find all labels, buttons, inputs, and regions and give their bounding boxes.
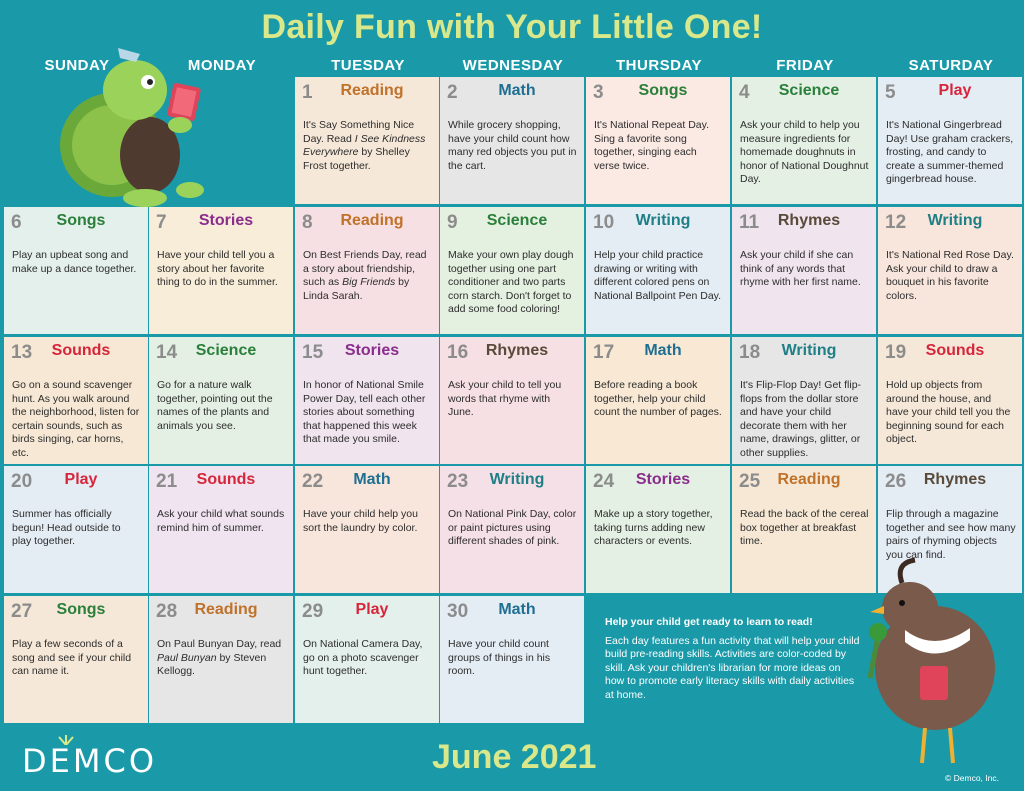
day-number: 21 [156,471,178,492]
day-number: 29 [302,601,324,622]
skill-label: Writing [635,212,691,229]
skill-label: Science [486,212,548,229]
skill-label: Sounds [925,342,985,359]
skill-label: Writing [927,212,983,229]
activity-text: Help your child practice drawing or writing with different colored pens on National Ballpoint Pen Day. [594,249,722,302]
skill-label: Reading [777,471,841,488]
day-number: 3 [593,82,604,103]
day-number: 26 [885,471,907,492]
activity-text: Have your child help you sort the laundry by color. [303,508,418,534]
activity-text: It's National Gingerbread Day! Use graham crackers, frosting, and candy to create a summer-themed gingerbread house. [886,119,1014,185]
calendar-day-22[interactable] [295,466,439,593]
day-number: 19 [885,342,907,363]
activity-text: Play an upbeat song and make up a dance together. [12,249,137,275]
day-number: 5 [885,82,896,103]
activity-text: Before reading a book together, help your child count the number of pages. [594,379,722,418]
quail-singing-illustration [850,558,1020,773]
activity-text: On Best Friends Day, read a story about friendship, such as Big Friends by Linda Sarah. [303,249,427,302]
weekday-wednesday: WEDNESDAY [462,57,564,74]
skill-label: Reading [340,212,404,229]
calendar-day-21[interactable] [149,466,293,593]
calendar-day-30[interactable] [440,596,584,723]
activity-text: Make up a story together, taking turns adding new characters or events. [594,508,713,547]
weekday-saturday: SATURDAY [908,57,994,74]
skill-label: Stories [198,212,254,229]
day-number: 23 [447,471,469,492]
skill-label: Rhymes [485,342,549,359]
day-number: 17 [593,342,615,363]
weekday-monday: MONDAY [187,57,257,74]
activity-text: Ask your child to help you measure ingredients for homemade doughnuts in honor of National Doughnut Day. [740,119,869,185]
activity-text: Flip through a magazine together and see how many pairs of rhyming objects you can find. [886,508,1016,561]
day-number: 25 [739,471,761,492]
day-number: 8 [302,212,313,233]
weekday-thursday: THURSDAY [616,57,702,74]
skill-label: Writing [489,471,545,488]
day-number: 7 [156,212,167,233]
skill-label: Sounds [51,342,111,359]
calendar-day-4[interactable] [732,77,876,204]
info-heading: Help your child get ready to learn to read! [605,616,813,628]
calendar-day-10[interactable] [586,207,730,334]
skill-label: Reading [340,82,404,99]
day-number: 13 [11,342,33,363]
day-number: 6 [11,212,22,233]
skill-label: Science [778,82,840,99]
day-number: 27 [11,601,33,622]
skill-label: Math [498,601,536,618]
skill-label: Math [498,82,536,99]
calendar-day-6[interactable] [4,207,148,334]
activity-text: While grocery shopping, have your child count how many red objects you put in the cart. [448,119,577,172]
calendar-day-8[interactable] [295,207,439,334]
activity-text: Have your child tell you a story about her favorite thing to do in the summer. [157,249,278,288]
day-number: 12 [885,212,907,233]
activity-text: On National Pink Day, color or paint pictures using different shades of pink. [448,508,577,547]
activity-text: Make your own play dough together using one part conditioner and two parts corn starch. Don't forget to add some food coloring! [448,249,574,315]
calendar-day-19[interactable] [878,337,1022,464]
activity-text: It's National Red Rose Day. Ask your child to draw a bouquet in his favorite colors. [886,249,1014,302]
activity-text: It's National Repeat Day. Sing a favorite song together, singing each verse twice. [594,119,710,172]
calendar-day-16[interactable] [440,337,584,464]
calendar-day-13[interactable] [4,337,148,464]
day-number: 1 [302,82,313,103]
skill-label: Stories [635,471,691,488]
day-number: 24 [593,471,615,492]
day-number: 18 [739,342,761,363]
activity-text: Go for a nature walk together, pointing out the names of the plants and animals you see. [157,379,273,432]
day-number: 14 [156,342,178,363]
activity-text: It's Flip-Flop Day! Get flip-flops from the dollar store and have your child decorate them with her name, drawings, glitter, or other supplies. [740,379,862,459]
activity-text: Go on a sound scavenger hunt. As you walk around the neighborhood, listen for certain sounds, such as birds singing, car horns, etc. [12,379,140,459]
calendar-day-12[interactable] [878,207,1022,334]
activity-text: Ask your child to tell you words that rhyme with June. [448,379,562,418]
skill-label: Math [353,471,391,488]
calendar-day-28[interactable] [149,596,293,723]
activity-text: Have your child count groups of things in his room. [448,638,551,677]
activity-text: Summer has officially begun! Head outside to play together. [12,508,121,547]
calendar-day-1[interactable] [295,77,439,204]
weekday-tuesday: TUESDAY [331,57,405,74]
day-number: 16 [447,342,469,363]
skill-label: Math [644,342,682,359]
activity-text: On National Camera Day, go on a photo scavenger hunt together. [303,638,423,677]
calendar-day-7[interactable] [149,207,293,334]
activity-text: On Paul Bunyan Day, read Paul Bunyan by Steven Kellogg. [157,638,282,677]
skill-label: Play [355,601,389,618]
day-number: 10 [593,212,615,233]
skill-label: Sounds [196,471,256,488]
copyright-notice: © Demco, Inc. [945,773,999,783]
activity-text: It's Say Something Nice Day. Read I See Kindness Everywhere by Shelley Frost together. [303,119,426,172]
activity-text: Play a few seconds of a song and see if your child can name it. [12,638,132,677]
info-panel [605,616,860,702]
calendar-day-3[interactable] [586,77,730,204]
skill-label: Play [938,82,972,99]
turtle-reading-illustration [50,30,220,210]
calendar-day-14[interactable] [149,337,293,464]
calendar-day-5[interactable] [878,77,1022,204]
weekday-friday: FRIDAY [776,57,834,74]
activity-text: Hold up objects from around the house, and have your child tell you the beginning sound for each object. [886,379,1011,445]
skill-label: Songs [56,212,106,229]
activity-text: Read the back of the cereal box together at breakfast time. [740,508,869,547]
day-number: 28 [156,601,178,622]
calendar-day-15[interactable] [295,337,439,464]
skill-label: Rhymes [777,212,841,229]
demco-logo[interactable]: DEMCO [22,742,157,780]
calendar-day-24[interactable] [586,466,730,593]
activity-text: Ask your child if she can think of any words that rhyme with her first name. [740,249,861,288]
calendar-day-23[interactable] [440,466,584,593]
day-number: 22 [302,471,324,492]
calendar-day-27[interactable] [4,596,148,723]
calendar-day-9[interactable] [440,207,584,334]
calendar-day-29[interactable] [295,596,439,723]
skill-label: Stories [344,342,400,359]
info-body: Each day features a fun activity that will help your child build pre-reading skills. Activities are color-coded by skill. Ask your children's librarian for more ideas on how to promote early literacy skills with daily activities at home. [605,634,860,701]
calendar-day-11[interactable] [732,207,876,334]
calendar-day-2[interactable] [440,77,584,204]
skill-label: Science [195,342,257,359]
activity-text: Ask your child what sounds remind him of summer. [157,508,285,534]
skill-label: Rhymes [923,471,987,488]
calendar-title: Daily Fun with Your Little One! [261,8,763,46]
day-number: 4 [739,82,750,103]
month-label: June 2021 [432,738,597,776]
calendar-day-20[interactable] [4,466,148,593]
skill-label: Songs [638,82,688,99]
weekday-sunday: SUNDAY [44,57,110,74]
calendar-day-18[interactable] [732,337,876,464]
day-number: 30 [447,601,469,622]
day-number: 11 [739,212,760,233]
day-number: 2 [447,82,458,103]
calendar-day-17[interactable] [586,337,730,464]
day-number: 9 [447,212,458,233]
skill-label: Songs [56,601,106,618]
day-number: 15 [302,342,324,363]
skill-label: Reading [194,601,258,618]
skill-label: Writing [781,342,837,359]
skill-label: Play [64,471,98,488]
activity-text: In honor of National Smile Power Day, tell each other stories about something that happened this week that made you smile. [303,379,426,445]
day-number: 20 [11,471,33,492]
